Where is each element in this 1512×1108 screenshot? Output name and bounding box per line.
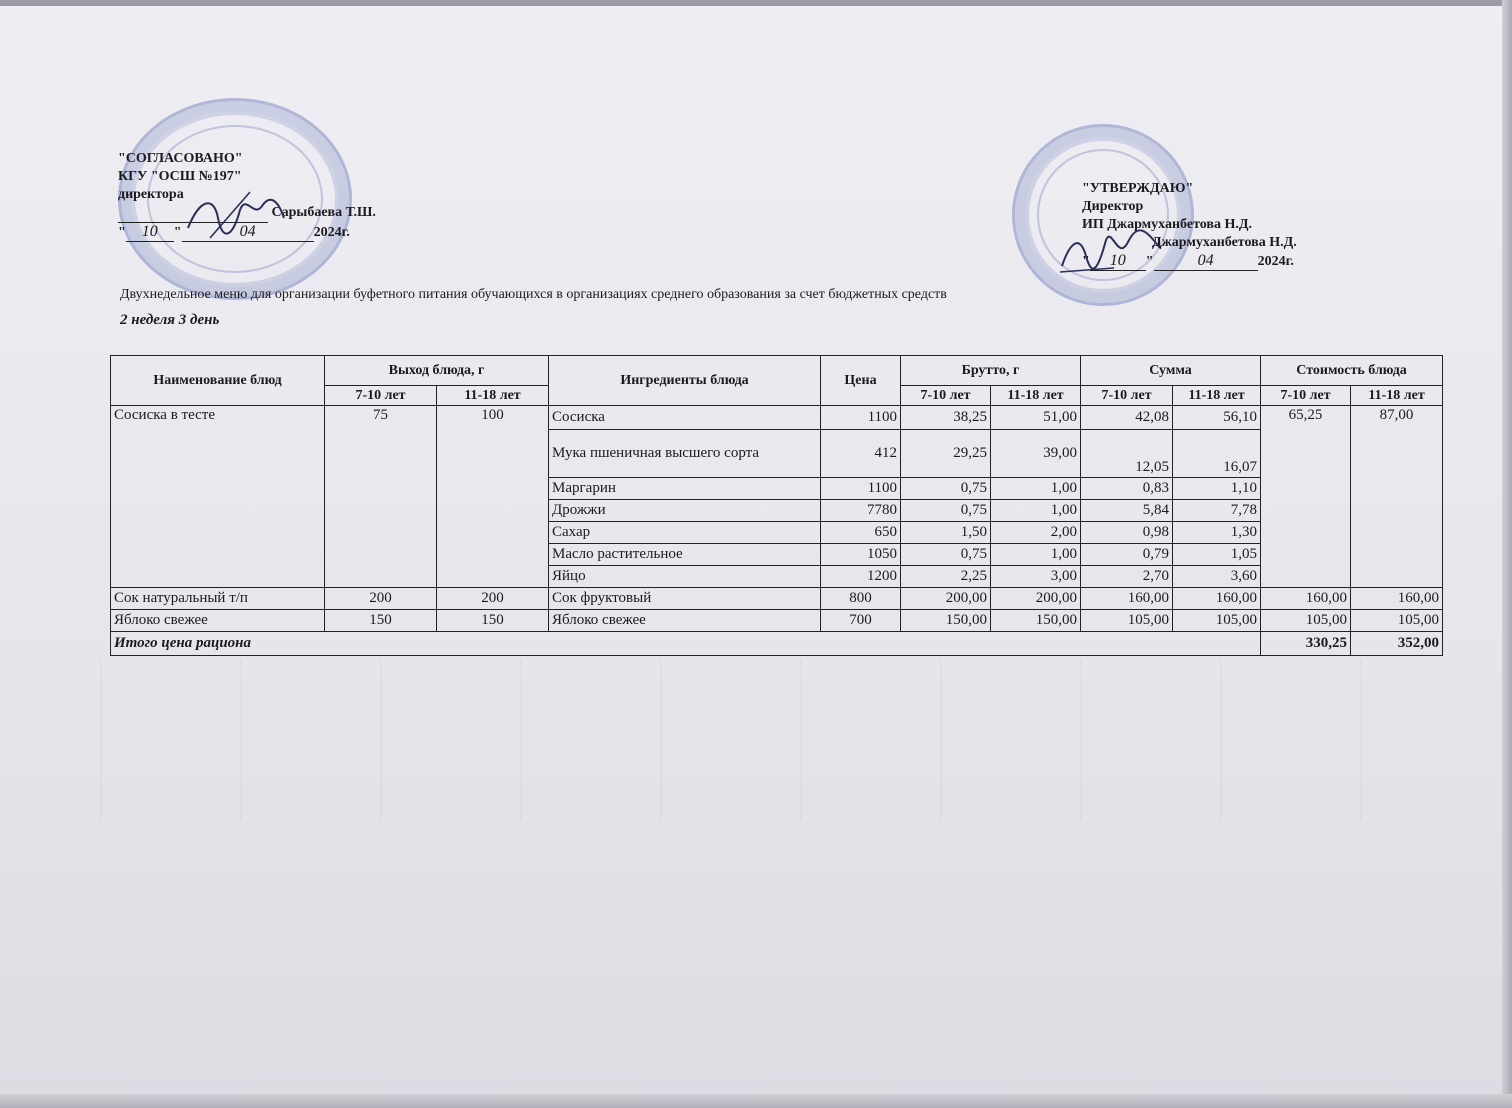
right-approval-org: ИП Джармуханбетова Н.Д. xyxy=(1082,217,1253,232)
ingredient-gross-old: 39,00 xyxy=(991,430,1081,478)
header-sum-old: 11-18 лет xyxy=(1173,386,1261,406)
dish-yield-old: 100 xyxy=(437,406,549,588)
ingredient-name: Яйцо xyxy=(549,566,821,588)
ingredient-sum-young: 42,08 xyxy=(1081,406,1173,430)
right-edge xyxy=(1502,0,1512,1108)
header-price: Цена xyxy=(821,356,901,406)
document-title: Двухнедельное меню для организации буфетного питания обучающихся в организациях среднего образования за счет бюджетных средств xyxy=(120,287,947,302)
ingredient-name: Сахар xyxy=(549,522,821,544)
ingredient-sum-young: 0,98 xyxy=(1081,522,1173,544)
ingredient-gross-young: 0,75 xyxy=(901,544,991,566)
dish-name: Яблоко свежее xyxy=(111,610,325,632)
ingredient-name: Масло растительное xyxy=(549,544,821,566)
header-yield: Выход блюда, г xyxy=(325,356,549,386)
header-dish-name: Наименование блюд xyxy=(111,356,325,406)
total-label: Итого цена рациона xyxy=(111,632,1261,656)
ingredient-gross-young: 0,75 xyxy=(901,500,991,522)
header-ingredients: Ингредиенты блюда xyxy=(549,356,821,406)
ingredient-sum-old: 56,10 xyxy=(1173,406,1261,430)
dish-cost-old: 105,00 xyxy=(1351,610,1443,632)
ingredient-sum-old: 7,78 xyxy=(1173,500,1261,522)
total-old: 352,00 xyxy=(1351,632,1443,656)
header-gross: Брутто, г xyxy=(901,356,1081,386)
ingredient-name: Сок фруктовый xyxy=(549,588,821,610)
header-yield-old: 11-18 лет xyxy=(437,386,549,406)
header-gross-young: 7-10 лет xyxy=(901,386,991,406)
left-approval-block xyxy=(118,150,376,242)
ingredient-name: Маргарин xyxy=(549,478,821,500)
header-cost: Стоимость блюда xyxy=(1261,356,1443,386)
ingredient-sum-young: 0,83 xyxy=(1081,478,1173,500)
dish-yield-old: 150 xyxy=(437,610,549,632)
header-yield-young: 7-10 лет xyxy=(325,386,437,406)
ingredient-name: Сосиска xyxy=(549,406,821,430)
right-date-month: 04 xyxy=(1154,252,1258,271)
header-cost-old: 11-18 лет xyxy=(1351,386,1443,406)
ingredient-price: 1050 xyxy=(821,544,901,566)
table-row xyxy=(111,406,1443,430)
ingredient-sum-young: 12,05 xyxy=(1081,430,1173,478)
ingredient-gross-old: 1,00 xyxy=(991,544,1081,566)
ingredient-sum-old: 3,60 xyxy=(1173,566,1261,588)
ingredient-gross-old: 1,00 xyxy=(991,478,1081,500)
ingredient-gross-old: 51,00 xyxy=(991,406,1081,430)
dish-cost-young: 105,00 xyxy=(1261,610,1351,632)
ingredient-sum-old: 16,07 xyxy=(1173,430,1261,478)
ingredient-gross-young: 29,25 xyxy=(901,430,991,478)
ingredient-name: Дрожжи xyxy=(549,500,821,522)
ingredient-sum-young: 2,70 xyxy=(1081,566,1173,588)
dish-cost-old: 160,00 xyxy=(1351,588,1443,610)
right-date-year: 2024г. xyxy=(1257,254,1294,269)
dish-yield-young: 200 xyxy=(325,588,437,610)
dish-cost-young: 160,00 xyxy=(1261,588,1351,610)
ingredient-sum-young: 0,79 xyxy=(1081,544,1173,566)
header-gross-old: 11-18 лет xyxy=(991,386,1081,406)
document-subtitle: 2 неделя 3 день xyxy=(120,312,220,328)
right-approval-role: Директор xyxy=(1082,199,1144,214)
total-row xyxy=(111,632,1443,656)
left-signature-line xyxy=(118,204,268,223)
ingredient-price: 1100 xyxy=(821,478,901,500)
ingredient-sum-young: 105,00 xyxy=(1081,610,1173,632)
ingredient-price: 412 xyxy=(821,430,901,478)
ingredient-gross-young: 2,25 xyxy=(901,566,991,588)
ingredient-gross-old: 150,00 xyxy=(991,610,1081,632)
ingredient-price: 1200 xyxy=(821,566,901,588)
dish-yield-young: 150 xyxy=(325,610,437,632)
top-edge xyxy=(0,0,1512,6)
header-sum: Сумма xyxy=(1081,356,1261,386)
left-approval-role: директора xyxy=(118,187,184,202)
ingredient-sum-old: 1,10 xyxy=(1173,478,1261,500)
left-approval-heading: "СОГЛАСОВАНО" xyxy=(118,151,243,166)
header-sum-young: 7-10 лет xyxy=(1081,386,1173,406)
left-date-year: 2024г. xyxy=(313,225,350,240)
ingredient-gross-old: 1,00 xyxy=(991,500,1081,522)
left-approval-org: КГУ "ОСШ №197" xyxy=(118,169,242,184)
ingredient-price: 650 xyxy=(821,522,901,544)
ingredient-gross-young: 0,75 xyxy=(901,478,991,500)
ingredient-price: 7780 xyxy=(821,500,901,522)
total-young: 330,25 xyxy=(1261,632,1351,656)
ingredient-gross-old: 200,00 xyxy=(991,588,1081,610)
bottom-edge xyxy=(0,1094,1512,1108)
ingredient-name: Мука пшеничная высшего сорта xyxy=(549,430,821,478)
ingredient-gross-old: 2,00 xyxy=(991,522,1081,544)
dish-cost-old: 87,00 xyxy=(1351,406,1443,588)
ingredient-gross-young: 1,50 xyxy=(901,522,991,544)
ingredient-sum-old: 160,00 xyxy=(1173,588,1261,610)
menu-table xyxy=(110,355,1443,656)
right-approval-date: " 10 " 04 2024г. xyxy=(1082,252,1294,269)
left-date-month: 04 xyxy=(182,223,314,242)
left-approval-date: " 10 " 04 2024г. xyxy=(118,223,350,240)
right-approval-heading: "УТВЕРЖДАЮ" xyxy=(1082,181,1194,196)
left-approval-name-line xyxy=(118,204,376,223)
ingredient-gross-young: 150,00 xyxy=(901,610,991,632)
left-approval-name: Сарыбаева Т.Ш. xyxy=(271,205,376,220)
right-approval-block xyxy=(1082,180,1297,271)
ingredient-price: 1100 xyxy=(821,406,901,430)
table-row xyxy=(111,588,1443,610)
ingredient-sum-old: 1,05 xyxy=(1173,544,1261,566)
dish-cost-young: 65,25 xyxy=(1261,406,1351,588)
ingredient-gross-young: 38,25 xyxy=(901,406,991,430)
ingredient-sum-young: 5,84 xyxy=(1081,500,1173,522)
ingredient-gross-young: 200,00 xyxy=(901,588,991,610)
dish-name: Сосиска в тесте xyxy=(111,406,325,588)
right-approval-name: Джармуханбетова Н.Д. xyxy=(1152,235,1297,250)
ingredient-gross-old: 3,00 xyxy=(991,566,1081,588)
ingredient-price: 700 xyxy=(821,610,901,632)
ingredient-price: 800 xyxy=(821,588,901,610)
ingredient-sum-young: 160,00 xyxy=(1081,588,1173,610)
header-cost-young: 7-10 лет xyxy=(1261,386,1351,406)
ingredient-name: Яблоко свежее xyxy=(549,610,821,632)
ingredient-sum-old: 1,30 xyxy=(1173,522,1261,544)
left-date-day: 10 xyxy=(126,223,174,242)
dish-yield-young: 75 xyxy=(325,406,437,588)
table-row xyxy=(111,610,1443,632)
bleed-through-shadow xyxy=(100,660,1450,820)
dish-yield-old: 200 xyxy=(437,588,549,610)
dish-name: Сок натуральный т/п xyxy=(111,588,325,610)
right-date-day: 10 xyxy=(1090,252,1146,271)
ingredient-sum-old: 105,00 xyxy=(1173,610,1261,632)
